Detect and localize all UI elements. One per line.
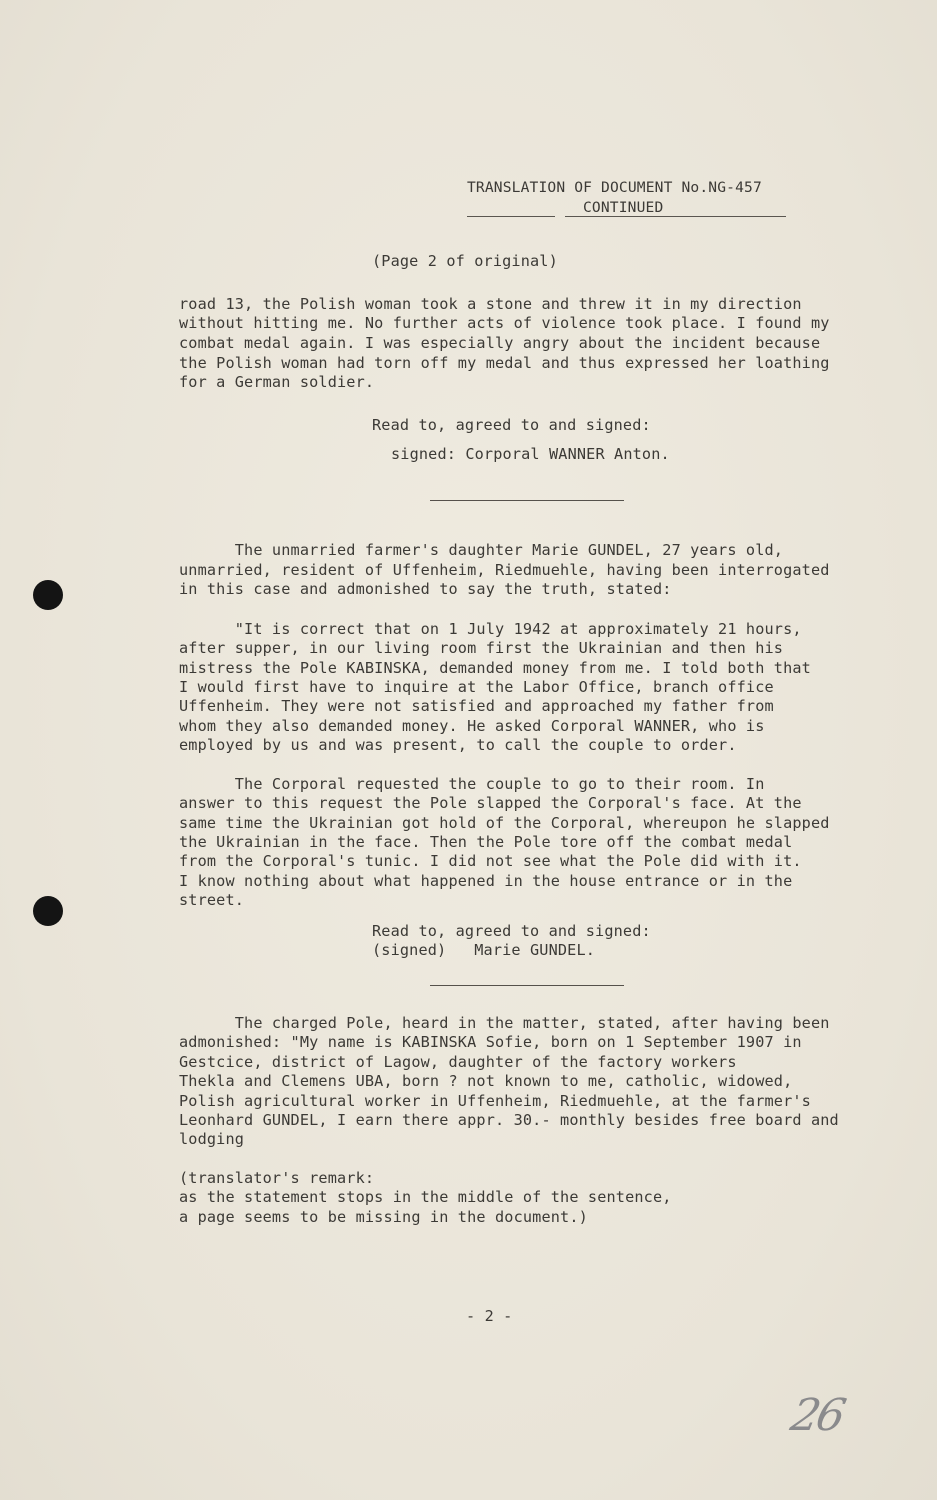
text-line: unmarried, resident of Uffenheim, Riedmuehle, having been interrogated — [179, 561, 830, 579]
section-divider — [430, 985, 624, 986]
text-line: without hitting me. No further acts of violence took place. I found my — [179, 314, 830, 332]
text-line: "It is correct that on 1 July 1942 at approximately 21 hours, — [179, 620, 802, 638]
text-line: I know nothing about what happened in the house entrance or in the — [179, 872, 793, 890]
text-line: in this case and admonished to say the truth, stated: — [179, 580, 672, 598]
text-line: answer to this request the Pole slapped the Corporal's face. At the — [179, 794, 802, 812]
text-line: Thekla and Clemens UBA, born ? not known to me, catholic, widowed, — [179, 1072, 793, 1090]
punch-hole — [33, 580, 63, 610]
punch-hole — [33, 896, 63, 926]
text-line: The Corporal requested the couple to go to their room. In — [179, 775, 765, 793]
text-line: The unmarried farmer's daughter Marie GUNDEL, 27 years old, — [179, 541, 784, 559]
text-line: the Polish woman had torn off my medal and thus expressed her loathing — [179, 354, 830, 372]
attestation: Read to, agreed to and signed: — [372, 416, 651, 434]
handwritten-page-number: 26 — [786, 1390, 848, 1441]
text-line: street. — [179, 891, 245, 909]
text-line: a page seems to be missing in the document.) — [179, 1208, 588, 1226]
header-title: TRANSLATION OF DOCUMENT No.NG-457 — [467, 179, 762, 196]
text-line: admonished: "My name is KABINSKA Sofie, born on 1 September 1907 in — [179, 1033, 802, 1051]
text-line: (translator's remark: — [179, 1169, 375, 1187]
text-line: for a German soldier. — [179, 373, 375, 391]
text-line: the Ukrainian in the face. Then the Pole tore off the combat medal — [179, 833, 793, 851]
section-divider — [430, 500, 624, 501]
page-number: - 2 - — [466, 1307, 513, 1325]
header-underline-left — [467, 216, 555, 217]
attestation: Read to, agreed to and signed: — [372, 922, 651, 940]
text-line: Gestcice, district of Lagow, daughter of the factory workers — [179, 1053, 737, 1071]
text-line: Polish agricultural worker in Uffenheim, Riedmuehle, at the farmer's — [179, 1092, 811, 1110]
text-line: combat medal again. I was especially angry about the incident because — [179, 334, 821, 352]
header-continued: CONTINUED — [583, 199, 664, 216]
header-underline-right — [565, 216, 786, 217]
text-line: same time the Ukrainian got hold of the Corporal, whereupon he slapped — [179, 814, 830, 832]
text-line: after supper, in our living room first the Ukrainian and then his — [179, 639, 784, 657]
text-line: as the statement stops in the middle of the sentence, — [179, 1188, 672, 1206]
page-reference: (Page 2 of original) — [372, 252, 558, 270]
signature-line: signed: Corporal WANNER Anton. — [391, 445, 670, 463]
text-line: whom they also demanded money. He asked Corporal WANNER, who is — [179, 717, 765, 735]
signature-line: (signed) Marie GUNDEL. — [372, 941, 596, 959]
text-line: lodging — [179, 1130, 245, 1148]
text-line: road 13, the Polish woman took a stone and threw it in my direction — [179, 295, 802, 313]
text-line: Uffenheim. They were not satisfied and approached my father from — [179, 697, 774, 715]
text-line: Leonhard GUNDEL, I earn there appr. 30.- monthly besides free board and — [179, 1111, 839, 1129]
text-line: mistress the Pole KABINSKA, demanded money from me. I told both that — [179, 659, 811, 677]
text-line: The charged Pole, heard in the matter, stated, after having been — [179, 1014, 830, 1032]
text-line: employed by us and was present, to call the couple to order. — [179, 736, 737, 754]
text-line: I would first have to inquire at the Labor Office, branch office — [179, 678, 774, 696]
text-line: from the Corporal's tunic. I did not see what the Pole did with it. — [179, 852, 802, 870]
